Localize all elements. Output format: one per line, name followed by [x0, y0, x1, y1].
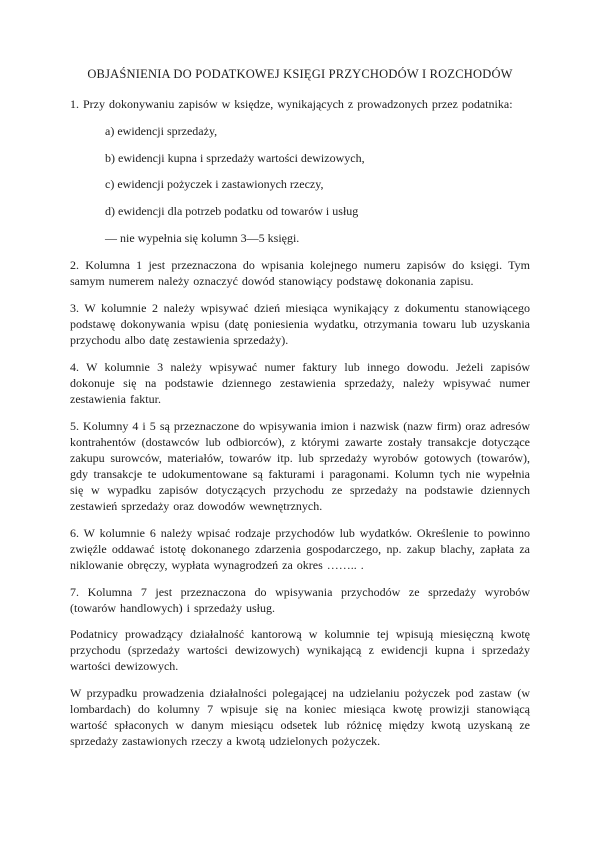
- paragraph-5: 5. Kolumny 4 i 5 są przeznaczone do wpisywania imion i nazwisk (nazw firm) oraz adresów kontrahentów (dostawców lub odbiorców), z którymi zawarte zostały transakcje dotyczące zakupu surowców, materiałów, towarów itp. lub sprzedaży wyrobów gotowych (towarów), gdy transakcje te udokumentowane są fakturami i paragonami. Kolumn tych nie wypełnia się w wypadku zapisów dotyczących przychodu ze sprzedaży na podstawie dziennych zestawień sprzedaży oraz dowodów wewnętrznych.: [70, 418, 530, 513]
- list-item-c: c) ewidencji pożyczek i zastawionych rzeczy,: [105, 177, 324, 192]
- list-item-d: d) ewidencji dla potrzeb podatku od towarów i usług: [105, 204, 359, 219]
- paragraph-4: 4. W kolumnie 3 należy wpisywać numer faktury lub innego dowodu. Jeżeli zapisów dokonuje się na podstawie dziennego zestawienia sprzedaży, należy wpisywać numer zestawienia faktur.: [70, 360, 530, 407]
- paragraph-2: 2. Kolumna 1 jest przeznaczona do wpisania kolejnego numeru zapisów do księgi. Tym samym numerem należy oznaczyć dowód stanowiący podstawę dokonania zapisu.: [70, 258, 530, 289]
- list-note: — nie wypełnia się kolumn 3—5 księgi.: [105, 231, 300, 246]
- intro-paragraph: 1. Przy dokonywaniu zapisów w księdze, wynikających z prowadzonych przez podatnika:: [70, 96, 513, 111]
- paragraph-6: 6. W kolumnie 6 należy wpisać rodzaje przychodów lub wydatków. Określenie to powinno zwięźle oddawać istotę dokonanego zdarzenia gospodarczego, np. zakup blachy, zapłata za niklowanie obręczy, wypłata wynagrodzeń za okres …….. .: [70, 525, 530, 572]
- paragraph-7: 7. Kolumna 7 jest przeznaczona do wpisywania przychodów ze sprzedaży wyrobów (towarów handlowych) i sprzedaży usług.: [70, 584, 530, 615]
- list-item-b: b) ewidencji kupna i sprzedaży wartości dewizowych,: [105, 150, 365, 165]
- paragraph-kantor: Podatnicy prowadzący działalność kantorową w kolumnie tej wpisują miesięczną kwotę przychodu (sprzedaży wartości dewizowych) wynikającą z ewidencji kupna i sprzedaży wartości dewizowych.: [70, 627, 530, 674]
- document-title: OBJAŚNIENIA DO PODATKOWEJ KSIĘGI PRZYCHODÓW I ROZCHODÓW: [87, 67, 513, 81]
- list-item-a: a) ewidencji sprzedaży,: [105, 123, 218, 138]
- paragraph-3: 3. W kolumnie 2 należy wpisywać dzień miesiąca wynikający z dokumentu stanowiącego podstawę dokonywania wpisu (datę poniesienia wydatku, otrzymania towaru lub uzyskania przychodu albo datę zestawienia sprzedaży).: [70, 301, 530, 348]
- paragraph-lombard: W przypadku prowadzenia działalności polegającej na udzielaniu pożyczek pod zastaw (w lombardach) do kolumny 7 wpisuje się na koniec miesiąca kwotę prowizji stanowiącą wartość spłaconych w danym miesiącu odsetek lub różnicę między kwotą uzyskaną ze sprzedaży zastawionych rzeczy a kwotą udzielonych pożyczek.: [70, 686, 530, 749]
